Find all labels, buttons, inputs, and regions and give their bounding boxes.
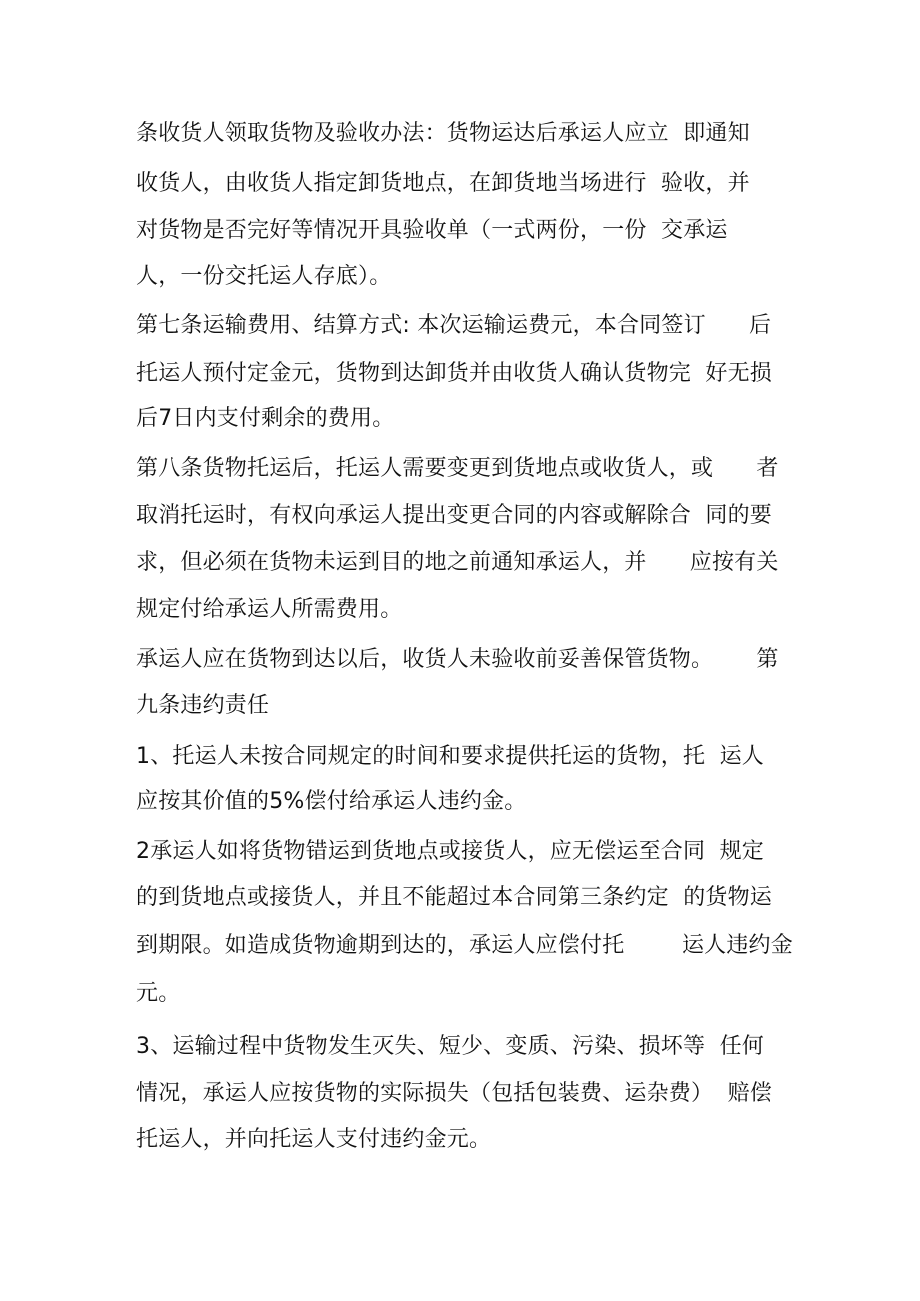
- text-line: 规定付给承运人所需费用。: [136, 597, 403, 622]
- text-line: 求，但必须在货物未运到目的地之前通知承运人，并 应按有关: [136, 550, 779, 575]
- text-line: 托运人预付定金元，货物到达卸货并由收货人确认货物完 好无损: [136, 361, 772, 386]
- text-line: 3、运输过程中货物发生灭失、短少、变质、污染、损坏等 任何: [136, 1034, 764, 1059]
- text-line: 托运人，并向托运人支付违约金元。: [136, 1127, 492, 1152]
- text-line: 取消托运时，有权向承运人提出变更合同的内容或解除合 同的要: [136, 503, 772, 528]
- text-line: 应按其价值的5%偿付给承运人违约金。: [136, 789, 527, 814]
- text-line: 对货物是否完好等情况开具验收单（一式两份，一份 交承运: [136, 218, 728, 243]
- text-line: 后7日内支付剩余的费用。: [136, 406, 395, 431]
- text-line: 第七条运输费用、结算方式: 本次运输运费元，本合同签订 后: [136, 313, 772, 338]
- text-line: 到期限。如造成货物逾期到达的，承运人应偿付托 运人违约金: [136, 933, 793, 958]
- text-line: 情况，承运人应按货物的实际损失（包括包装费、运杂费） 赔偿: [136, 1081, 772, 1106]
- text-line: 九条违约责任: [136, 693, 270, 718]
- text-line: 1、托运人未按合同规定的时间和要求提供托运的货物，托 运人: [136, 744, 764, 769]
- text-line: 人，一份交托运人存底）。: [136, 264, 392, 289]
- text-line: 条收货人领取货物及验收办法：货物运达后承运人应立 即通知: [136, 121, 750, 146]
- text-line: 元。: [136, 981, 181, 1006]
- text-line: 2承运人如将货物错运到货地点或接货人，应无偿运至合同 规定: [136, 839, 764, 864]
- text-line: 第八条货物托运后，托运人需要变更到货地点或收货人，或 者: [136, 456, 779, 481]
- text-line: 收货人，由收货人指定卸货地点，在卸货地当场进行 验收，并: [136, 171, 750, 196]
- text-line: 的到货地点或接货人，并且不能超过本合同第三条约定 的货物运: [136, 885, 772, 910]
- text-line: 承运人应在货物到达以后，收货人未验收前妥善保管货物。 第: [136, 647, 779, 672]
